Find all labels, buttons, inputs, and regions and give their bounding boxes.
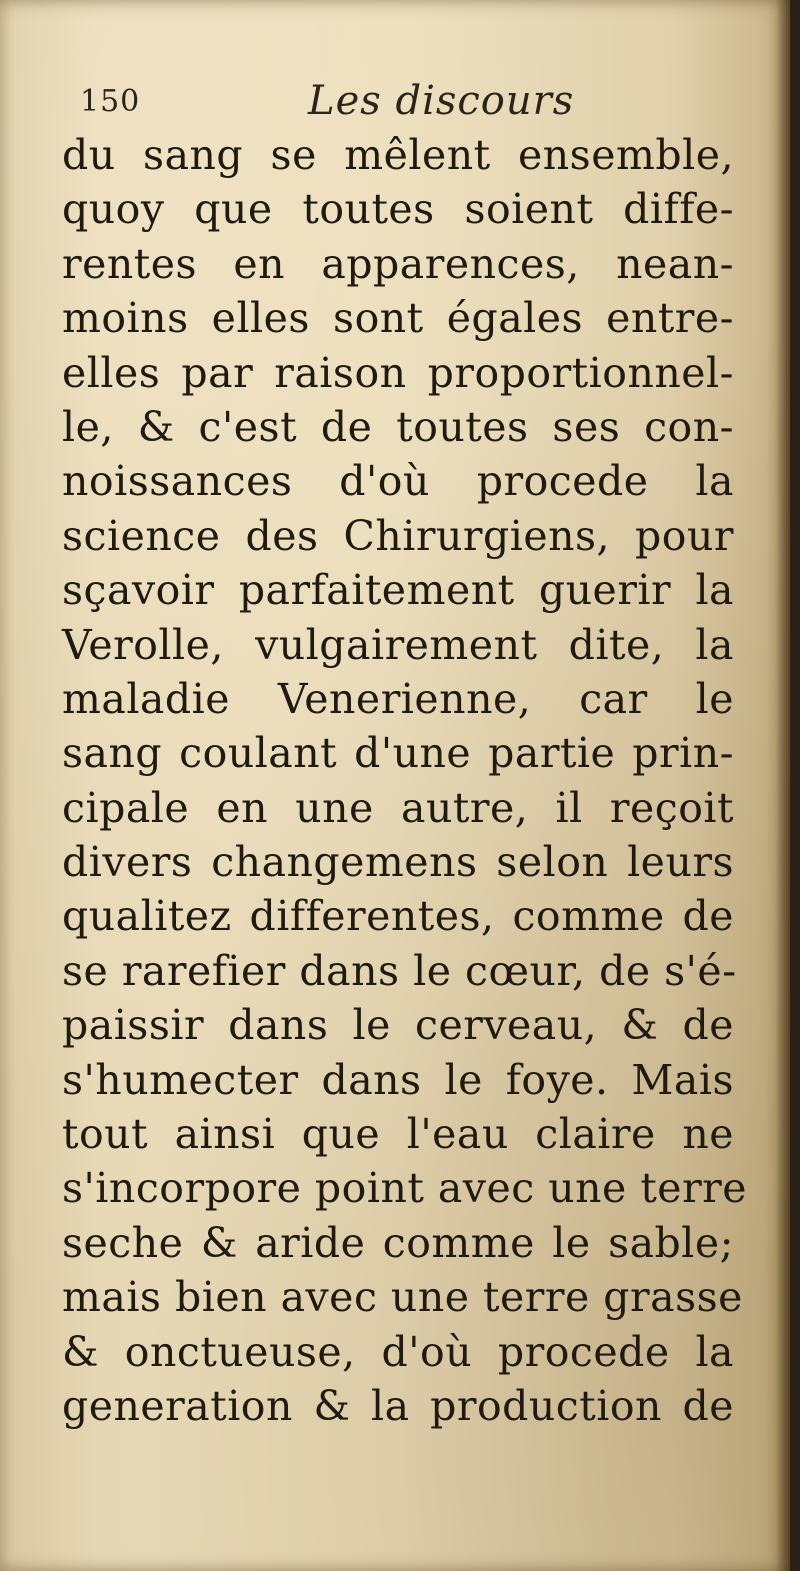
- text-line: qualitez differentes, comme de: [62, 892, 734, 941]
- text-line: le, & c'est de toutes ses con-: [62, 402, 734, 451]
- text-line: tout ainsi que l'eau claire ne: [62, 1110, 734, 1159]
- text-line: quoy que toutes soient diffe-: [62, 185, 734, 234]
- text-line: maladie Venerienne, car le: [62, 674, 734, 723]
- page-number: 150: [80, 84, 141, 119]
- page-edge-shadow: [776, 0, 790, 1571]
- text-line: sang coulant d'une partie prin-: [62, 729, 734, 778]
- text-line: sçavoir parfaitement guerir la: [62, 566, 734, 615]
- text-line: noissances d'où procede la: [62, 457, 734, 506]
- page-header: [76, 78, 736, 128]
- text-line: du sang se mêlent ensemble,: [62, 131, 734, 179]
- text-line: divers changemens selon leurs: [62, 838, 734, 887]
- text-line: s'humecter dans le foye. Mais: [62, 1055, 734, 1104]
- text-line: rentes en apparences, nean-: [62, 239, 734, 288]
- text-line: science des Chirurgiens, pour: [62, 511, 734, 560]
- text-line: seche & aride comme le sable;: [62, 1218, 734, 1267]
- text-line: generation & la production de: [62, 1381, 734, 1430]
- text-line: mais bien avec une terre grasse: [62, 1273, 743, 1322]
- text-line: s'incorpore point avec une terre: [62, 1164, 748, 1213]
- text-line: paissir dans le cerveau, & de: [62, 1001, 734, 1050]
- text-line: Verolle, vulgairement dite, la: [62, 620, 734, 669]
- text-line: moins elles sont égales entre-: [62, 294, 734, 343]
- text-line: elles par raison proportionnel-: [62, 348, 734, 397]
- running-head: Les discours: [308, 78, 575, 124]
- body-text: [62, 128, 748, 1433]
- text-line: cipale en une autre, il reçoit: [62, 783, 734, 832]
- text-line: se rarefier dans le cœur, de s'é-: [62, 946, 737, 995]
- text-line: & onctueuse, d'où procede la: [62, 1327, 734, 1376]
